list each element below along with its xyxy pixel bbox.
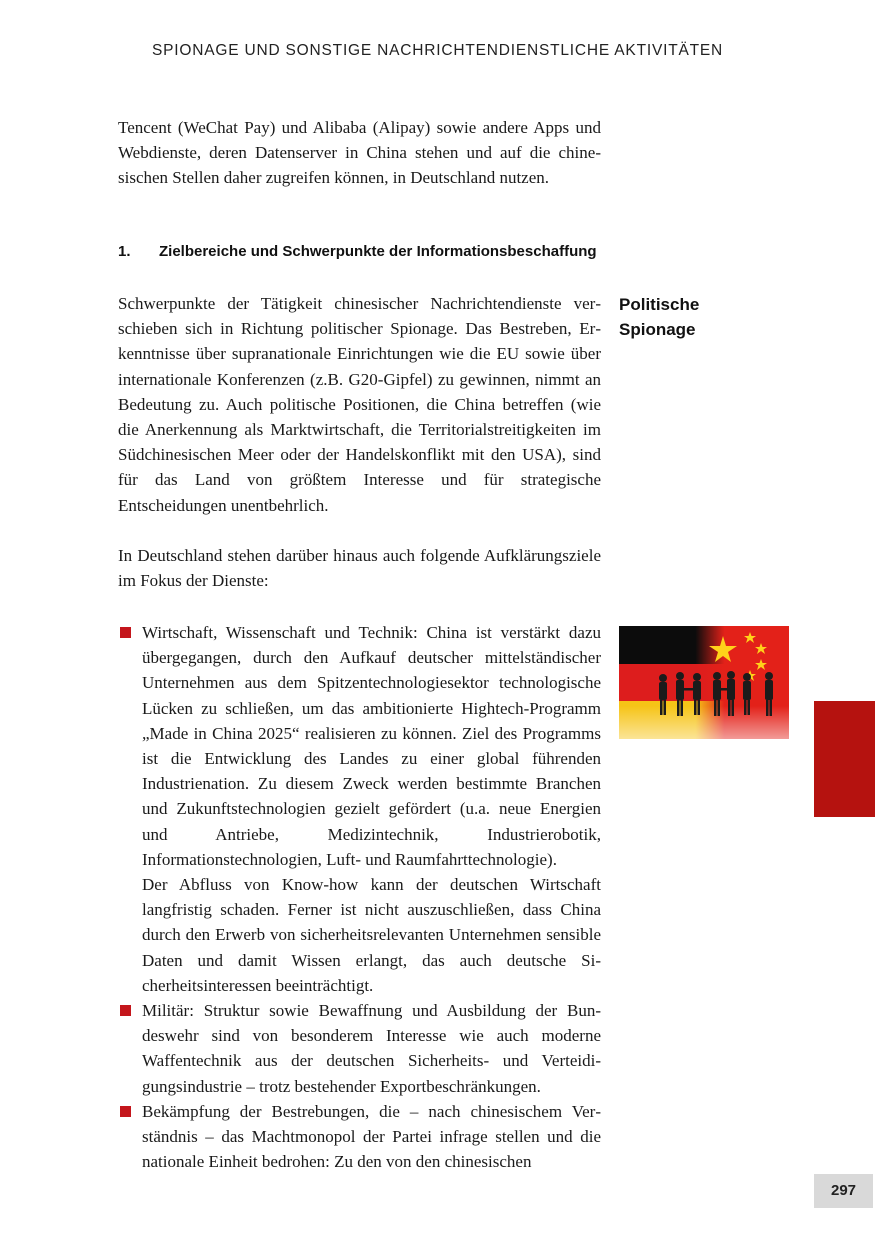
chapter-side-tab xyxy=(814,701,875,817)
bullet-square-icon xyxy=(120,627,131,638)
margin-note-line-2: Spionage xyxy=(619,320,696,339)
running-header: SPIONAGE UND SONSTIGE NACHRICHTENDIENSTLICHE AKTIVITÄTEN xyxy=(151,42,723,59)
paragraph-political-espionage: Schwerpunkte der Tätigkeit chinesischer Nachrichtendienste verschieben sich in Richtung politischer Spionage. Das Bestreben, Erkenntnisse über supranationale Einrichtungen wie die EU sowie über internationale Konferenzen (z.B. G20-Gipfel) zu gewinnen, nimmt an Bedeutung zu. Auch politische Positionen, die China betreffen (wie die Anerkennung als Marktwirtschaft, die Territorialstreitigkeiten im Südchinesischen Meer oder der Handelskonflikt mit den USA), sind für das Land von größtem Interesse und für strategische Entscheidungen unentbehrlich. xyxy=(118,294,601,515)
list-item-text: Bekämpfung der Bestrebungen, die – nach chinesischem Verständnis – das Machtmonopol der Partei infrage stellen und die nationale Einheit bedrohen: Zu den von den chinesischen xyxy=(142,1101,601,1172)
objectives-list xyxy=(118,620,601,1174)
margin-note xyxy=(619,292,769,342)
section-heading xyxy=(118,243,618,260)
section-title: Zielbereiche und Schwerpunkte der Informationsbeschaffung xyxy=(159,243,597,260)
flags-business-photo xyxy=(619,626,789,739)
bullet-square-icon xyxy=(120,1005,131,1016)
bullet-square-icon xyxy=(120,1106,131,1117)
intro-paragraph: Tencent (WeChat Pay) und Alibaba (Alipay) sowie andere Apps und Webdienste, deren Datenserver in China stehen und auf die chinesischen Stellen daher zugreifen können, in Deutschland nutzen. xyxy=(118,118,601,188)
list-item-text: Militär: Struktur sowie Bewaffnung und Ausbildung der Bundeswehr sind von besonderem Interesse wie auch moderne Waffentechnik aus der deutschen Sicherheits- und Verteidigungsindustrie – trotz bestehender Exportbeschränkungen. xyxy=(142,1001,601,1096)
flags-photo-illustration xyxy=(619,626,789,739)
list-item-economy xyxy=(118,620,601,998)
page-number: 297 xyxy=(814,1174,873,1208)
list-item-text: Wirtschaft, Wissenschaft und Technik: China ist verstärkt dazu übergegangen, durch den Aufkauf deutscher mittelständischer Unternehmen aus dem Spitzentechnologiesektor technologische Lücken zu schließen, um das ambitionierte Hightech-Programm „Made in China 2025“ realisieren zu können. Ziel des Programms ist die Entwicklung des Landes zu einer global führenden Industrienation. Zu diesem Zweck werden bestimmte Branchen und Zukunftstechnologien gezielt gefördert (u.a. neue Energien und Antriebe, Medizintechnik, Industrierobotik, Informationstechnologien, Luft- und Raumfahrttechnologie). xyxy=(142,623,601,869)
paragraph-objectives: In Deutschland stehen darüber hinaus auch folgende Aufklärungsziele im Fokus der Dienste: xyxy=(118,546,601,591)
list-item-military xyxy=(118,998,601,1099)
list-item-continuation: Der Abfluss von Know-how kann der deutschen Wirtschaft langfristig schaden. Ferner ist nicht auszuschließen, dass China durch den Erwerb von sicherheitsrelevanten Unternehmen sensible Daten und damit Wissen erlangt, das auch deutsche Sicherheitsinteressen beeinträchtigt. xyxy=(142,875,601,995)
section-number: 1. xyxy=(118,243,131,260)
list-item-opposition xyxy=(118,1099,601,1175)
margin-note-line-1: Politische xyxy=(619,295,700,314)
